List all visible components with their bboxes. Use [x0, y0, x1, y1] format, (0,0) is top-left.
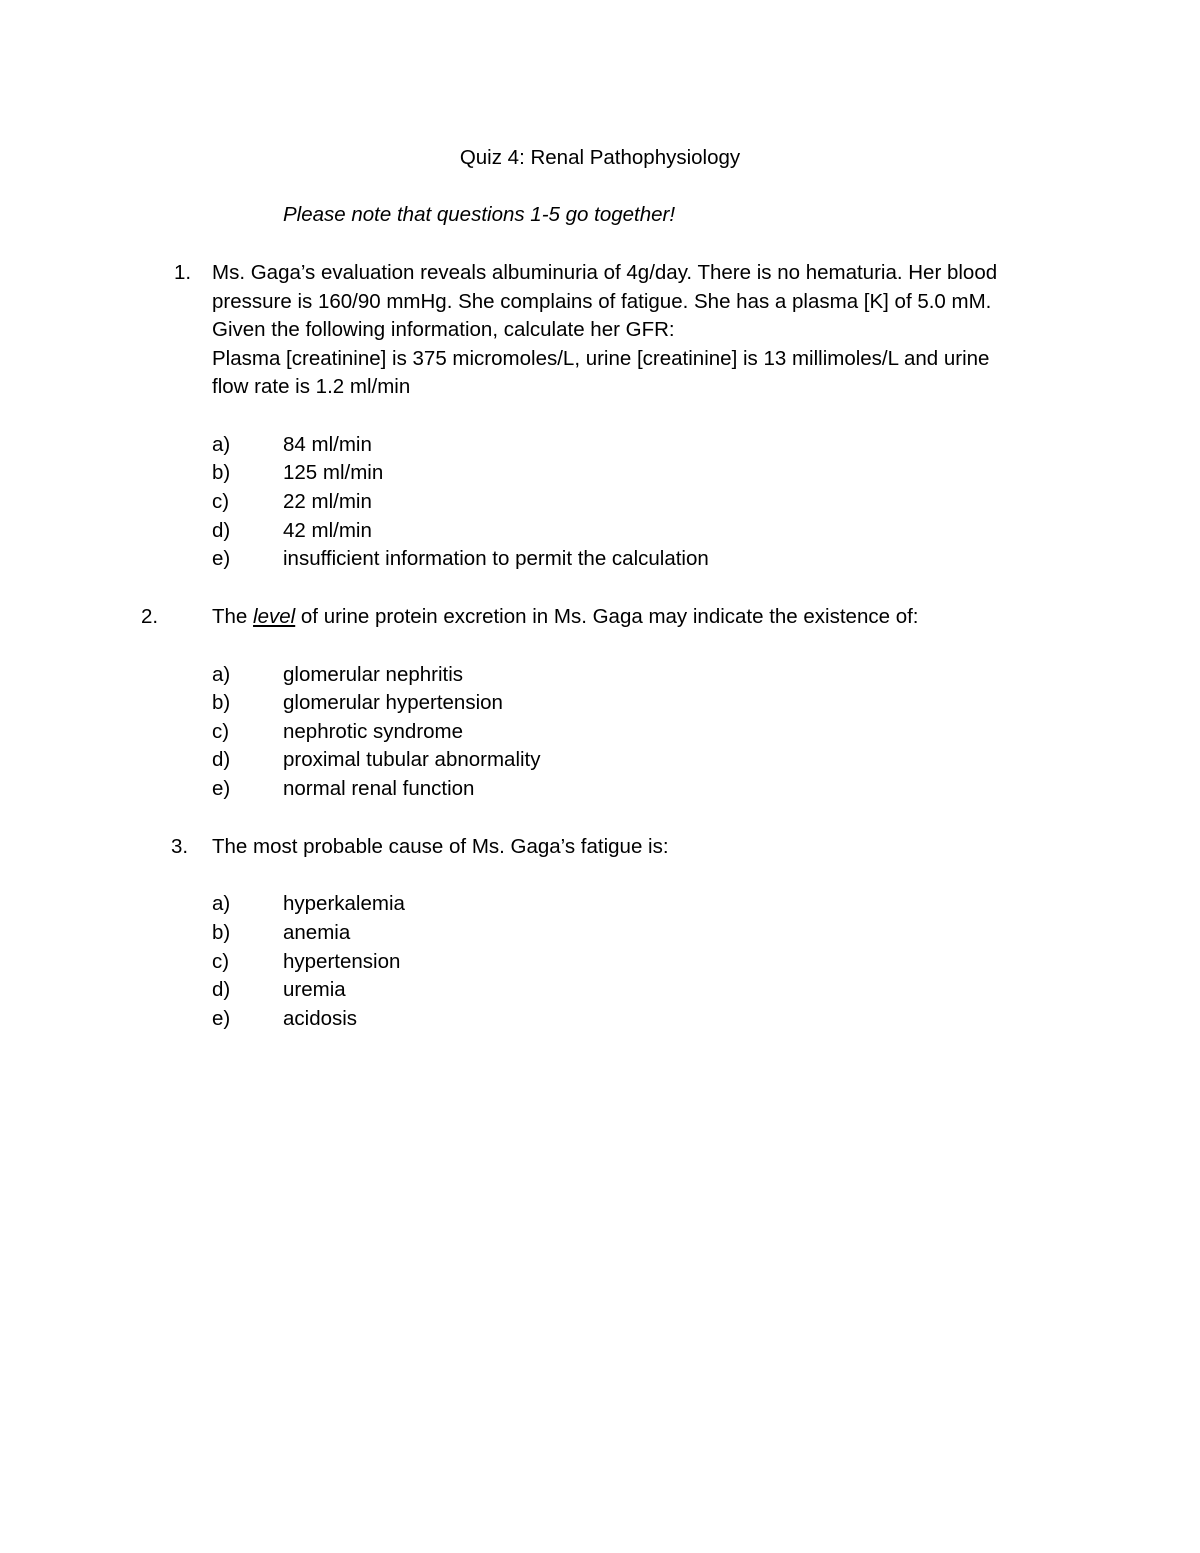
question-1-text-line-1: Ms. Gaga’s evaluation reveals albuminuria of 4g/day. There is no hematuria. Her blood [212, 261, 998, 284]
q1-option-c-letter: c) [212, 490, 230, 513]
q2-option-d-letter: d) [212, 748, 231, 771]
q3-option-d-text: uremia [283, 978, 346, 1001]
q2-option-b-letter: b) [212, 691, 231, 714]
q3-option-e-letter: e) [212, 1007, 231, 1030]
q2-option-c-text: nephrotic syndrome [283, 720, 464, 743]
q1-option-d-letter: d) [212, 519, 231, 542]
question-3-text: The most probable cause of Ms. Gaga’s fatigue is: [212, 835, 669, 858]
question-1-text-line-5: flow rate is 1.2 ml/min [212, 375, 411, 398]
question-2-number: 2. [141, 605, 159, 628]
q3-option-b-text: anemia [283, 921, 351, 944]
q1-option-d-text: 42 ml/min [283, 519, 372, 542]
q3-option-a-letter: a) [212, 892, 231, 915]
q2-option-c-letter: c) [212, 720, 230, 743]
q3-option-c-text: hypertension [283, 950, 401, 973]
q2-option-d-text: proximal tubular abnormality [283, 748, 541, 771]
q2-option-a-text: glomerular nephritis [283, 663, 464, 686]
question-1-number: 1. [174, 261, 192, 284]
question-2-text [212, 603, 919, 631]
q2-option-e-letter: e) [212, 777, 231, 800]
q3-option-d-letter: d) [212, 978, 231, 1001]
q2-option-b-text: glomerular hypertension [283, 691, 503, 714]
q3-option-a-text: hyperkalemia [283, 892, 405, 915]
q1-option-b-letter: b) [212, 461, 231, 484]
question-1-text-line-4: Plasma [creatinine] is 375 micromoles/L, urine [creatinine] is 13 millimoles/L and urine [212, 347, 990, 370]
question-2-text-before: The [212, 605, 254, 628]
q3-option-c-letter: c) [212, 950, 230, 973]
q1-option-b-text: 125 ml/min [283, 461, 384, 484]
question-1-text-line-3: Given the following information, calculate her GFR: [212, 318, 675, 341]
q3-option-e-text: acidosis [283, 1007, 358, 1030]
q3-option-b-letter: b) [212, 921, 231, 944]
question-3-number: 3. [171, 835, 189, 858]
q1-option-e-letter: e) [212, 547, 231, 570]
question-2-text-after: of urine protein excretion in Ms. Gaga may indicate the existence of: [295, 605, 919, 628]
q1-option-a-letter: a) [212, 433, 231, 456]
question-1-text-line-2: pressure is 160/90 mmHg. She complains of fatigue. She has a plasma [K] of 5.0 mM. [212, 290, 992, 313]
q2-option-e-text: normal renal function [283, 777, 475, 800]
page-title: Quiz 4: Renal Pathophysiology [459, 146, 741, 169]
instruction-note: Please note that questions 1-5 go together! [283, 203, 676, 226]
question-2-emphasis: level [253, 605, 296, 628]
q1-option-e-text: insufficient information to permit the calculation [283, 547, 709, 570]
q1-option-a-text: 84 ml/min [283, 433, 372, 456]
q2-option-a-letter: a) [212, 663, 231, 686]
q1-option-c-text: 22 ml/min [283, 490, 372, 513]
